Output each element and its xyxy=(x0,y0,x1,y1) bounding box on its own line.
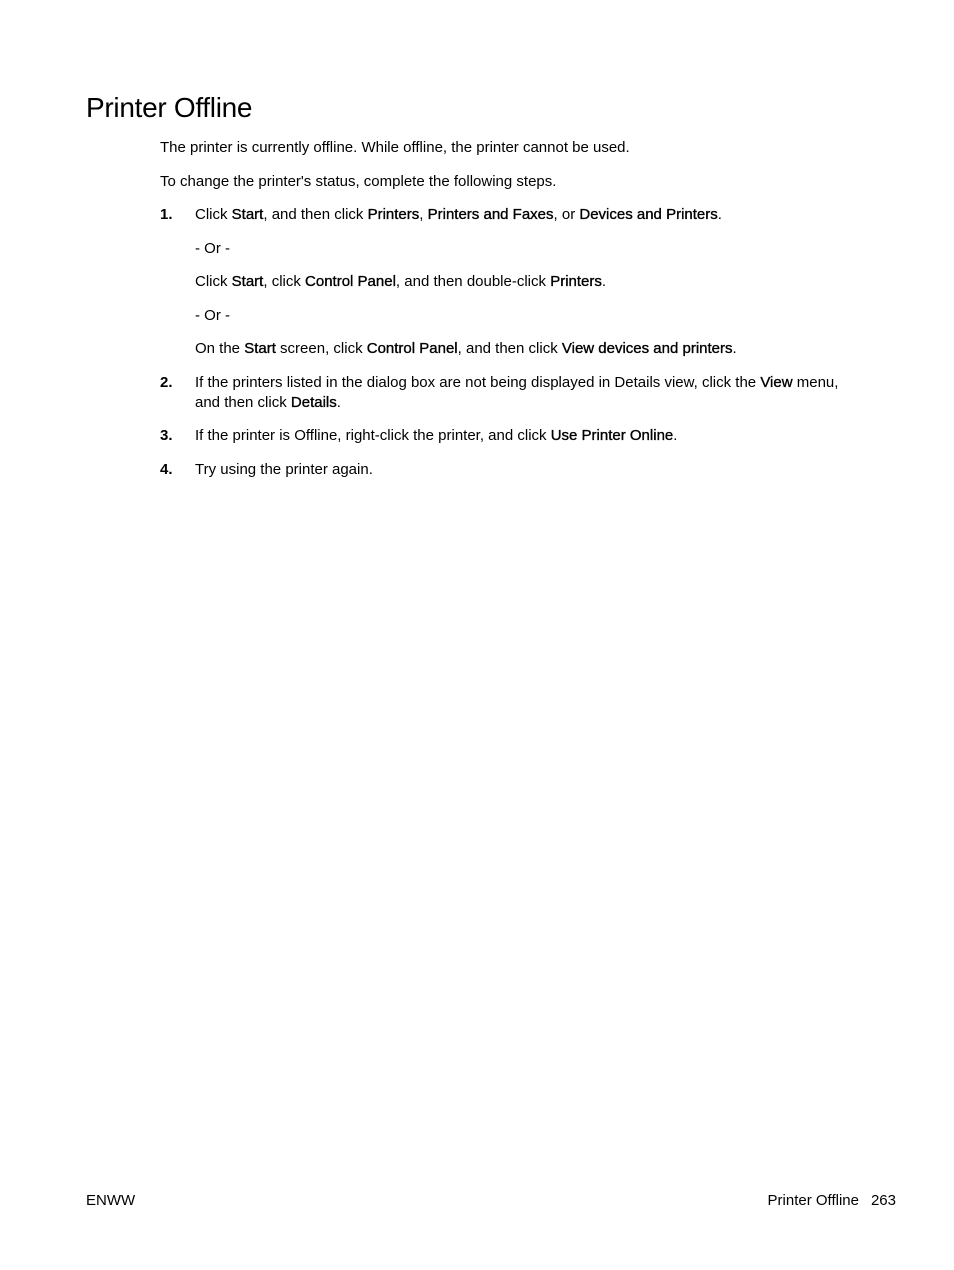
text-run: , and then click xyxy=(457,340,562,357)
step-number: 1. xyxy=(160,206,173,223)
steps-list xyxy=(160,205,850,480)
text-run: Click xyxy=(195,273,232,290)
step-paragraph xyxy=(195,460,850,480)
ui-term: Use Printer Online xyxy=(550,427,674,444)
step-paragraph xyxy=(195,306,850,326)
step-paragraph xyxy=(195,339,850,359)
text-run: , and then click xyxy=(263,206,368,223)
ui-term: Start xyxy=(231,206,264,223)
text-run: . xyxy=(732,340,737,357)
ui-term: Control Panel xyxy=(366,340,458,357)
intro-paragraph: To change the printer's status, complete the following steps. xyxy=(160,172,557,190)
step-item xyxy=(160,205,850,359)
footer-section-title: Printer Offline xyxy=(767,1192,859,1209)
text-run: Try using the printer again. xyxy=(195,460,373,478)
step-item xyxy=(160,373,850,413)
ui-term: Control Panel xyxy=(305,273,396,290)
step-paragraph xyxy=(195,426,850,446)
ui-term: View xyxy=(760,373,793,391)
text-run: , click xyxy=(263,273,306,290)
footer-page-info xyxy=(768,1191,896,1211)
ui-term: Devices and Printers xyxy=(579,206,718,223)
step-paragraph xyxy=(195,205,850,225)
text-run: . xyxy=(673,427,678,444)
text-run: , xyxy=(419,206,428,223)
page-content xyxy=(160,138,850,493)
ui-term: Printers xyxy=(367,206,420,223)
step-paragraph xyxy=(195,239,850,259)
step-paragraph xyxy=(195,373,850,413)
ui-term: Printers xyxy=(550,273,602,290)
ui-term: Printers and Faxes xyxy=(427,206,554,223)
ui-term: Start xyxy=(231,273,264,290)
text-run: screen, click xyxy=(275,340,367,357)
text-run: . xyxy=(601,273,607,290)
text-run: . xyxy=(336,393,341,411)
footer-label: ENWW xyxy=(86,1192,136,1209)
text-run: . xyxy=(717,206,722,223)
page-title: Printer Offline xyxy=(86,92,253,123)
ui-term: Details xyxy=(290,393,337,411)
intro-paragraph: The printer is currently offline. While offline, the printer cannot be used. xyxy=(160,139,630,156)
text-run: On the xyxy=(195,340,245,357)
step-number: 2. xyxy=(160,373,173,391)
text-run: If the printers listed in the dialog box are not being displayed in Details view, click the xyxy=(195,373,761,391)
step-number: 3. xyxy=(160,427,173,444)
page-number: 263 xyxy=(870,1192,896,1209)
text-run: , and then double-click xyxy=(395,273,551,290)
text-run: Click xyxy=(195,206,232,223)
step-item xyxy=(160,460,850,480)
step-number: 4. xyxy=(160,460,173,478)
text-run: - Or - xyxy=(195,306,230,324)
text-run: menu, and then click xyxy=(195,373,839,411)
step-item xyxy=(160,426,850,446)
step-paragraph xyxy=(195,272,850,292)
text-run: , or xyxy=(553,206,580,223)
text-run: If the printer is Offline, right-click the printer, and click xyxy=(195,427,551,444)
ui-term: Start xyxy=(244,340,276,357)
ui-term: View devices and printers xyxy=(561,340,733,357)
text-run: - Or - xyxy=(195,239,230,257)
